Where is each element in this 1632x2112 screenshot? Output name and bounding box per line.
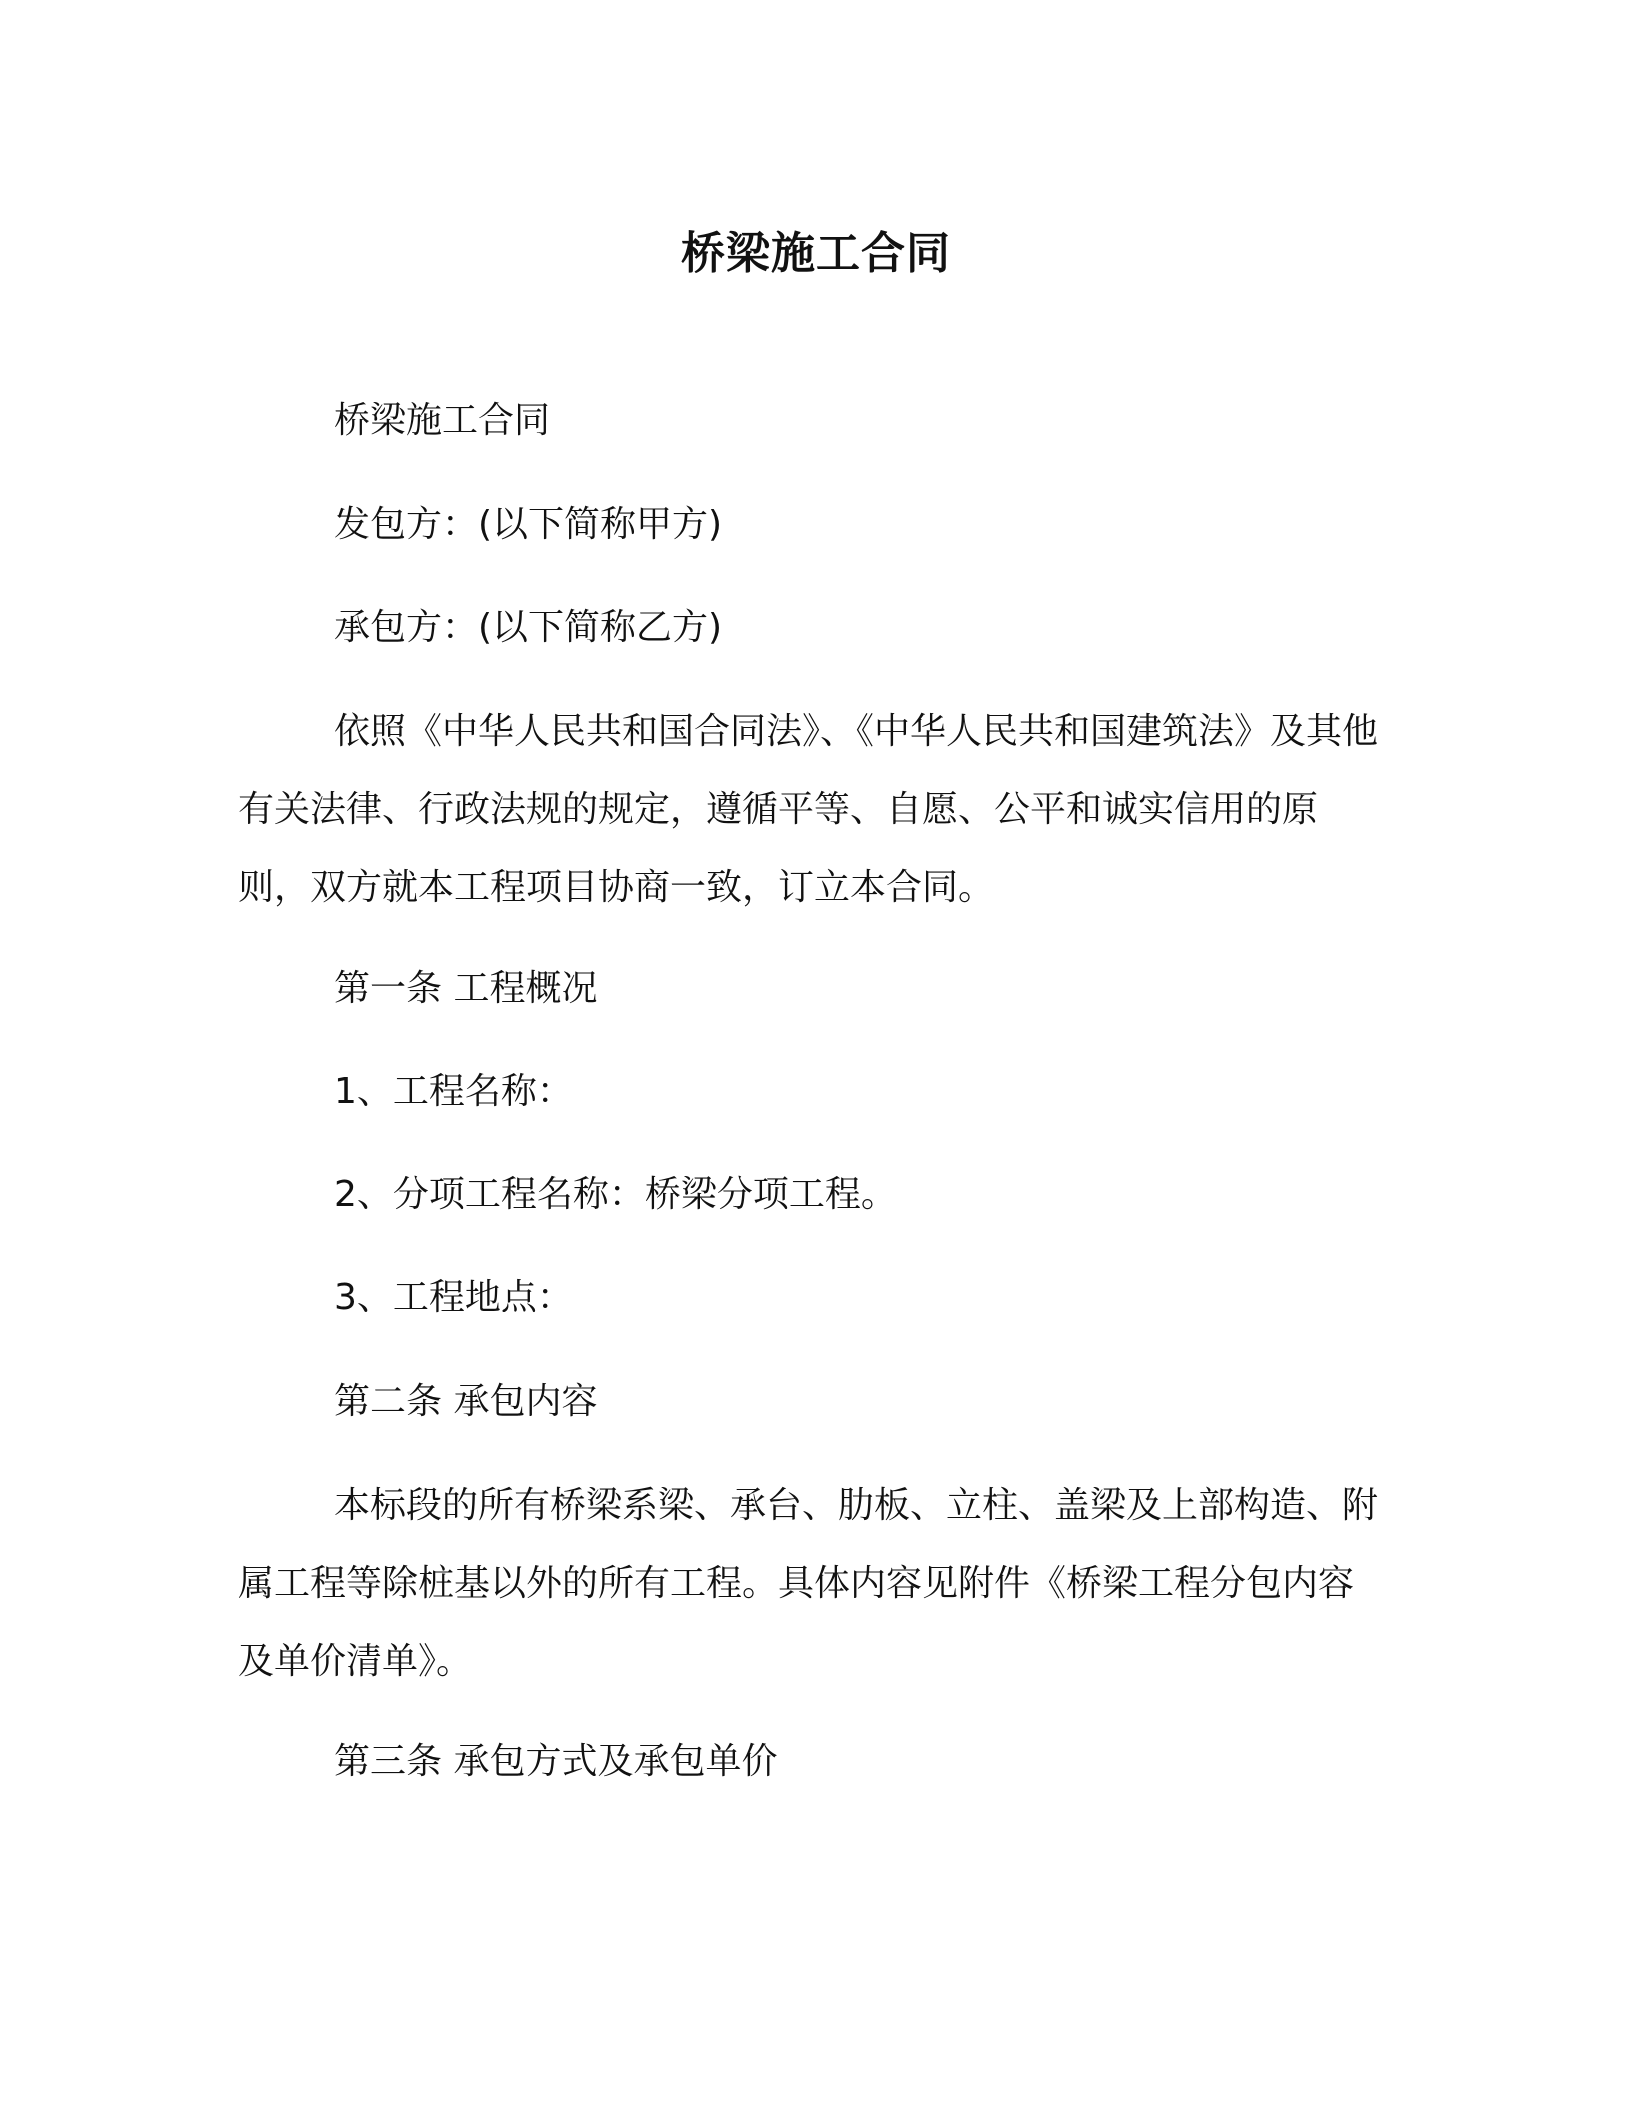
article-1-item-3: 3、工程地点： (334, 1277, 573, 1318)
document-subtitle: 桥梁施工合同 (334, 400, 551, 441)
article-1-item-2: 2、分项工程名称：桥梁分项工程。 (334, 1174, 897, 1215)
party-a-line: 发包方：(以下简称甲方) (334, 504, 723, 545)
article-1-heading: 第一条 工程概况 (334, 968, 598, 1009)
article-2-body: 本标段的所有桥梁系梁、承台、肋板、立柱、盖梁及上部构造、附属工程等除桩基以外的所有工程。具体内容见附件《桥梁工程分包内容及单价清单》。 (238, 1485, 1379, 1682)
party-b-line: 承包方：(以下简称乙方) (334, 607, 723, 648)
article-3-heading: 第三条 承包方式及承包单价 (334, 1741, 778, 1782)
document-title: 桥梁施工合同 (681, 228, 951, 279)
preamble-paragraph: 依照《中华人民共和国合同法》、《中华人民共和国建筑法》及其他有关法律、行政法规的规定，遵循平等、自愿、公平和诚实信用的原则，双方就本工程项目协商一致，订立本合同。 (238, 711, 1379, 908)
article-2-heading: 第二条 承包内容 (334, 1381, 598, 1422)
article-1-item-1: 1、工程名称： (334, 1071, 573, 1112)
